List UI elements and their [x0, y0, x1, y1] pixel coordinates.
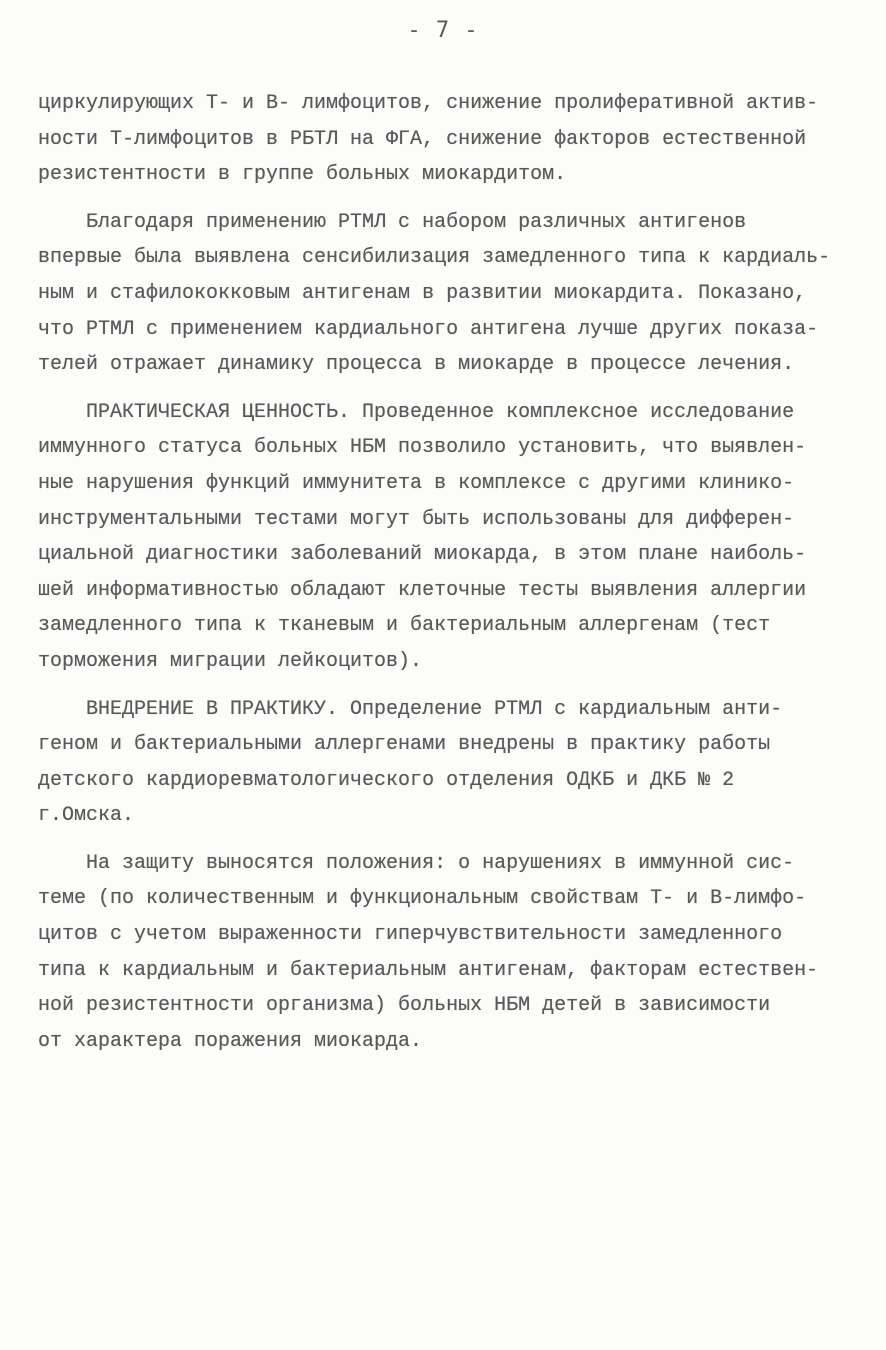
text-line: замедленного типа к тканевым и бактериальным аллергенам (тест	[38, 614, 771, 638]
text-line: детского кардиоревматологического отделения ОДКБ и ДКБ № 2	[38, 768, 735, 792]
text-line: г.Омска.	[38, 804, 135, 828]
text-line: торможения миграции лейкоцитов).	[38, 649, 423, 673]
text-line: На защиту выносятся положения: о нарушениях в иммунной сис-	[38, 851, 795, 875]
paragraph-practical-value	[38, 395, 848, 680]
text-line: впервые была выявлена сенсибилизация замедленного типа к кардиаль-	[38, 246, 831, 270]
text-line: циркулирующих Т- и В- лимфоцитов, снижение пролиферативной актив-	[38, 92, 819, 115]
text-line: ности Т-лимфоцитов в РБТЛ на ФГА, снижение факторов естественной	[38, 127, 807, 151]
text-line: телей отражает динамику процесса в миокарде в процессе лечения.	[38, 353, 795, 377]
paragraph-rtml	[38, 205, 848, 383]
page-number: - 7 -	[407, 18, 479, 43]
text-line: теме (по количественным и функциональным свойствам Т- и В-лимфо-	[38, 887, 807, 911]
text-line: шей информативностью обладают клеточные тесты выявления аллергии	[38, 578, 807, 602]
paragraph-implementation	[38, 692, 848, 834]
text-line: ПРАКТИЧЕСКАЯ ЦЕННОСТЬ. Проведенное комплексное исследование	[38, 400, 795, 424]
text-line: ВНЕДРЕНИЕ В ПРАКТИКУ. Определение РТМЛ с кардиальным анти-	[38, 697, 783, 721]
text-line: что РТМЛ с применением кардиального антигена лучше других показа-	[38, 317, 819, 341]
paragraph-findings	[38, 86, 848, 193]
document-body	[38, 86, 848, 1059]
text-line: Благодаря применению РТМЛ с набором различных антигенов	[38, 210, 747, 234]
text-line: иммунного статуса больных НБМ позволило установить, что выявлен-	[38, 436, 807, 460]
paragraph-defense-provisions	[38, 846, 848, 1060]
text-line: циальной диагностики заболеваний миокарда, в этом плане наиболь-	[38, 543, 807, 567]
text-line: резистентности в группе больных миокардитом.	[38, 163, 567, 187]
text-line: от характера поражения миокарда.	[38, 1029, 423, 1053]
text-line: ным и стафилококковым антигенам в развитии миокардита. Показано,	[38, 281, 807, 305]
text-line: ные нарушения функций иммунитета в комплексе с другими клинико-	[38, 471, 795, 495]
text-line: инструментальными тестами могут быть использованы для дифферен-	[38, 507, 795, 531]
text-line: цитов с учетом выраженности гиперчувствительности замедленного	[38, 923, 783, 947]
text-line: ной резистентности организма) больных НБМ детей в зависимости	[38, 994, 771, 1018]
text-line: геном и бактериальными аллергенами внедрены в практику работы	[38, 733, 771, 757]
text-line: типа к кардиальным и бактериальным антигенам, факторам естествен-	[38, 958, 819, 982]
